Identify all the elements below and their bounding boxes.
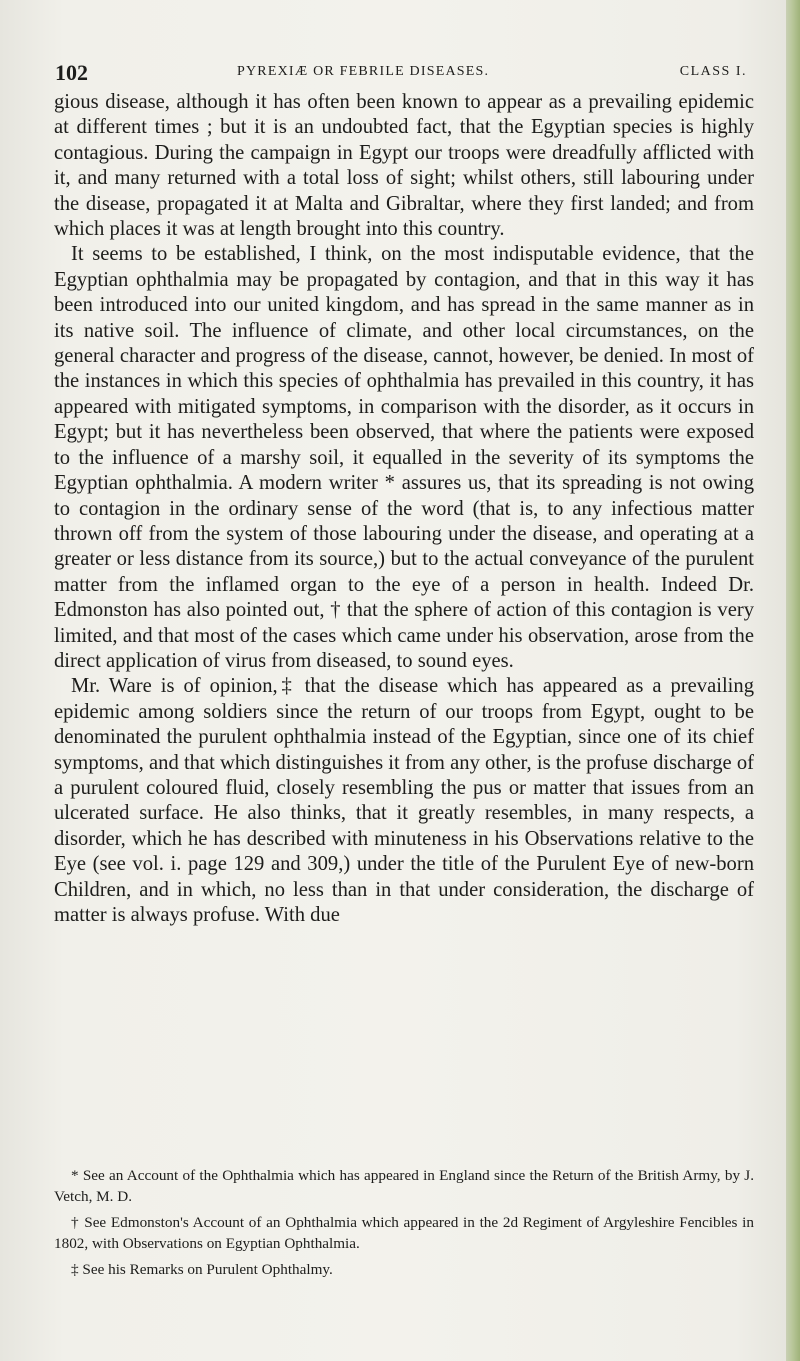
paragraph-contagion-evidence: It seems to be established, I think, on the most indisputable evidence, that the Egyptian ophthalmia may be propagated by contagion, and that in this way it has been introduced into our united kingdom, and has spread in the same manner as in its native soil. The influence of climate, and other local circumstances, on the general character and progress of the disease, cannot, however, be denied. In most of the instances in which this species of ophthalmia has prevailed in this country, it has appeared with mitigated symptoms, in comparison with the disorder, as it occurs in Egypt; but it has nevertheless been observed, that where the patients were exposed to the influence of a marshy soil, it equalled in the severity of its symptoms the Egyptian ophthalmia. A modern writer * assures us, that its spreading is not owing to contagion in the ordinary sense of the word (that is, to any infectious matter thrown off from the system of those labouring under the disease, and operating at a greater or less distance from its source,) but to the actual conveyance of the purulent matter from the inflamed organ to the eye of a person in health. Indeed Dr. Edmonston has also pointed out, † that the sphere of action of this contagion is very limited, and that most of the cases which came under his observation, arose from the direct application of virus from diseased, to sound eyes. (54, 243, 754, 672)
class-label: CLASS I. (679, 64, 747, 79)
footnotes (54, 1165, 754, 1285)
footnote-asterisk: * See an Account of the Ophthalmia which has appeared in England since the Return of the British Army, by J. Vetch, M. D. (54, 1167, 754, 1205)
page-binding-edge (786, 0, 800, 1361)
running-title: PYREXIÆ OR FEBRILE DISEASES. (237, 64, 490, 79)
page-header (55, 60, 755, 88)
footnote-double-dagger: ‡ See his Remarks on Purulent Ophthalmy. (71, 1261, 333, 1278)
body-text (54, 90, 754, 928)
footnote-dagger: † See Edmonston's Account of an Ophthalmia which appeared in the 2d Regiment of Argyleshire Fencibles in 1802, with Observations on Egyptian Ophthalmia. (54, 1214, 754, 1252)
page-number: 102 (55, 60, 88, 85)
paragraph-ware-opinion: Mr. Ware is of opinion,‡ that the disease which has appeared as a prevailing epidemic among soldiers since the return of our troops from Egypt, ought to be denominated the purulent ophthalmia instead of the Egyptian, since one of its chief symptoms, and that which distinguishes it from any other, is the profuse discharge of a purulent coloured fluid, closely resembling the pus or matter that issues from an ulcerated surface. He also thinks, that it greatly resembles, in many respects, a disorder, which he has described with minuteness in his Observations relative to the Eye (see vol. i. page 129 and 309,) under the title of the Purulent Eye of new-born Children, and in which, no less than in that under consideration, the discharge of matter is always profuse. With due (54, 675, 754, 926)
paragraph-continued: gious disease, although it has often been known to appear as a prevailing epidemic at different times ; but it is an undoubted fact, that the Egyptian species is highly contagious. During the campaign in Egypt our troops were dreadfully afflicted with it, and many returned with a total loss of sight; whilst others, still labouring under the disease, propagated it at Malta and Gibraltar, where they first landed; and from which places it was at length brought into this country. (54, 91, 754, 241)
